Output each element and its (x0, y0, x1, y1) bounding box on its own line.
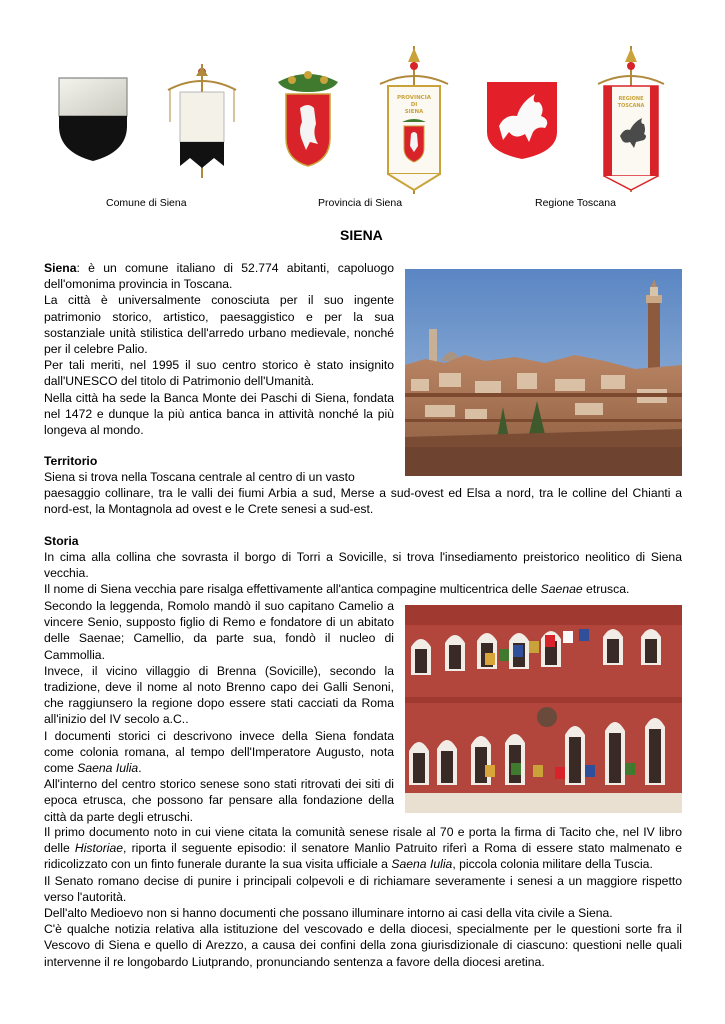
storia-top (44, 549, 682, 598)
storia-p7-italic: Historiae (74, 841, 124, 856)
storia-p5-italic: Saena Iulia (77, 761, 139, 776)
storia-p5-b: . (138, 761, 142, 776)
storia-p7-c: , piccola colonia militare della Tuscia. (452, 857, 653, 872)
intro-p1 (44, 260, 394, 292)
provincia-gonfalone-icon (378, 44, 450, 196)
storia-p4: Invece, il vicino villaggio di Brenna (Sovicille), secondo la tradizione, deve il nome al noto Brenno capo dei Galli Senoni, che raggiunsero la regione dopo essere stati cacciati da Roma all'inizio del IV secolo a.C.. (44, 663, 394, 727)
page-title: SIENA (340, 227, 383, 243)
storia-p1: In cima alla collina che sovrasta il borgo di Torri a Sovicille, si trova l'insediamento preistorico neolitico di Siena vecchia. (44, 550, 682, 581)
caption-comune: Comune di Siena (106, 197, 187, 209)
svg-text:PROVINCIA: PROVINCIA (396, 95, 432, 101)
intro-p2: La città è universalmente conosciuta per il suo ingente patrimonio storico, artistico, paesaggistico e per la sua sostanziale unità stilistica dell'arredo urbano medievale, nonché per il celebre Palio. (44, 293, 394, 357)
storia-side (44, 598, 394, 825)
storia-p7 (44, 824, 682, 873)
svg-text:TOSCANA: TOSCANA (617, 103, 645, 109)
storia-p3: Secondo la leggenda, Romolo mandò il suo capitano Camelio a vincere Senio, supposto figlio di Remo e fondatore di un abitato delle Saenae; Camellio, da parte sua, fondò il nucleo di Cammollia. (44, 599, 394, 662)
territorio-heading: Territorio (44, 454, 98, 468)
storia-p7-italic2: Saena Iulia (391, 857, 453, 872)
intro-section (44, 260, 394, 438)
territorio-text: paesaggio collinare, tra le valli dei fiumi Arbia a sud, Merse a sud-ovest ed Elsa a nord, tra le colline del Chianti a nord-est, la Montagnola ad ovest e le Crete senesi a sud-est. (44, 486, 682, 517)
storia-p8: Il Senato romano decise di punire i principali colpevoli e di richiamare severamente i senesi a un maggiore rispetto verso l'autorità. (44, 873, 682, 904)
storia-bottom (44, 824, 682, 970)
intro-bold-siena: Siena (44, 261, 77, 275)
storia-p2-a: Il nome di Siena vecchia pare risalga effettivamente all'antica compagine multicentrica delle (44, 582, 541, 597)
caption-provincia: Provincia di Siena (318, 197, 403, 209)
toscana-shield-icon (485, 80, 559, 160)
siena-skyline-photo (405, 269, 682, 476)
svg-text:REGIONE: REGIONE (618, 96, 644, 102)
storia-heading: Storia (44, 534, 79, 548)
storia-p7-a: Il primo documento noto in cui viene citata la comunità senese risale al 70 e porta la firma di Tacito che, nel IV libro delle (44, 825, 682, 856)
siena-shield-icon (57, 76, 129, 162)
provincia-shield-icon (272, 68, 344, 168)
territorio-line1: Siena si trova nella Toscana centrale al centro di un vasto (44, 470, 355, 484)
storia-p2-b: etrusca. (582, 582, 630, 597)
storia-p10: C'è qualche notizia relativa alla istituzione del vescovado e della diocesi, specialmente per le questioni sorte fra il Vescovo di Siena e quello di Arezzo, a causa dei confini della zona giurisdizionale di ciascuno: questioni nelle quali intervenne il re longobardo Liutprando, pronunciando sentenza a favore della diocesi aretina. (44, 922, 682, 969)
storia-p6: All'interno del centro storico senese sono stati ritrovati dei siti di epoca etrusca, che possono far pensare alla fondazione della città da parte degli etruschi. (44, 777, 394, 824)
storia-p9: Dell'alto Medioevo non si hanno documenti che possano illuminare intorno ai casi della vita civile a Siena. (44, 906, 613, 921)
storia-p2-italic: Saenae (540, 582, 583, 597)
intro-p3: Per tali meriti, nel 1995 il suo centro storico è stato insignito dall'UNESCO del titolo di Patrimonio dell'Umanità. (44, 358, 394, 389)
intro-p4: Nella città ha sede la Banca Monte dei Paschi di Siena, fondata nel 1472 e dunque la più antica banca in attività nonché la più longeva al mondo. (44, 390, 394, 438)
svg-text:DI: DI (410, 102, 418, 108)
comune-gonfalone-icon (166, 62, 238, 180)
palazzo-pubblico-photo (405, 605, 682, 813)
storia-p5 (44, 728, 394, 777)
intro-p1-text: : è un comune italiano di 52.774 abitanti, capoluogo dell'omonima provincia in Toscana. (44, 261, 394, 292)
storia-p2 (44, 581, 682, 597)
regione-gonfalone-icon (596, 44, 666, 194)
caption-regione: Regione Toscana (535, 197, 616, 209)
storia-p7-b: , riporta il seguente episodio: il senatore Manlio Patruito riferì a Roma di essere stato malmenato e ridicolizzato con un finto funerale durante la sua visita ufficiale a (44, 841, 682, 872)
storia-p5-a: I documenti storici ci descrivono invece della Siena fondata come colonia romana, al tempo dell'Imperatore Augusto, nota come (44, 728, 394, 776)
svg-text:SIENA: SIENA (404, 109, 424, 115)
